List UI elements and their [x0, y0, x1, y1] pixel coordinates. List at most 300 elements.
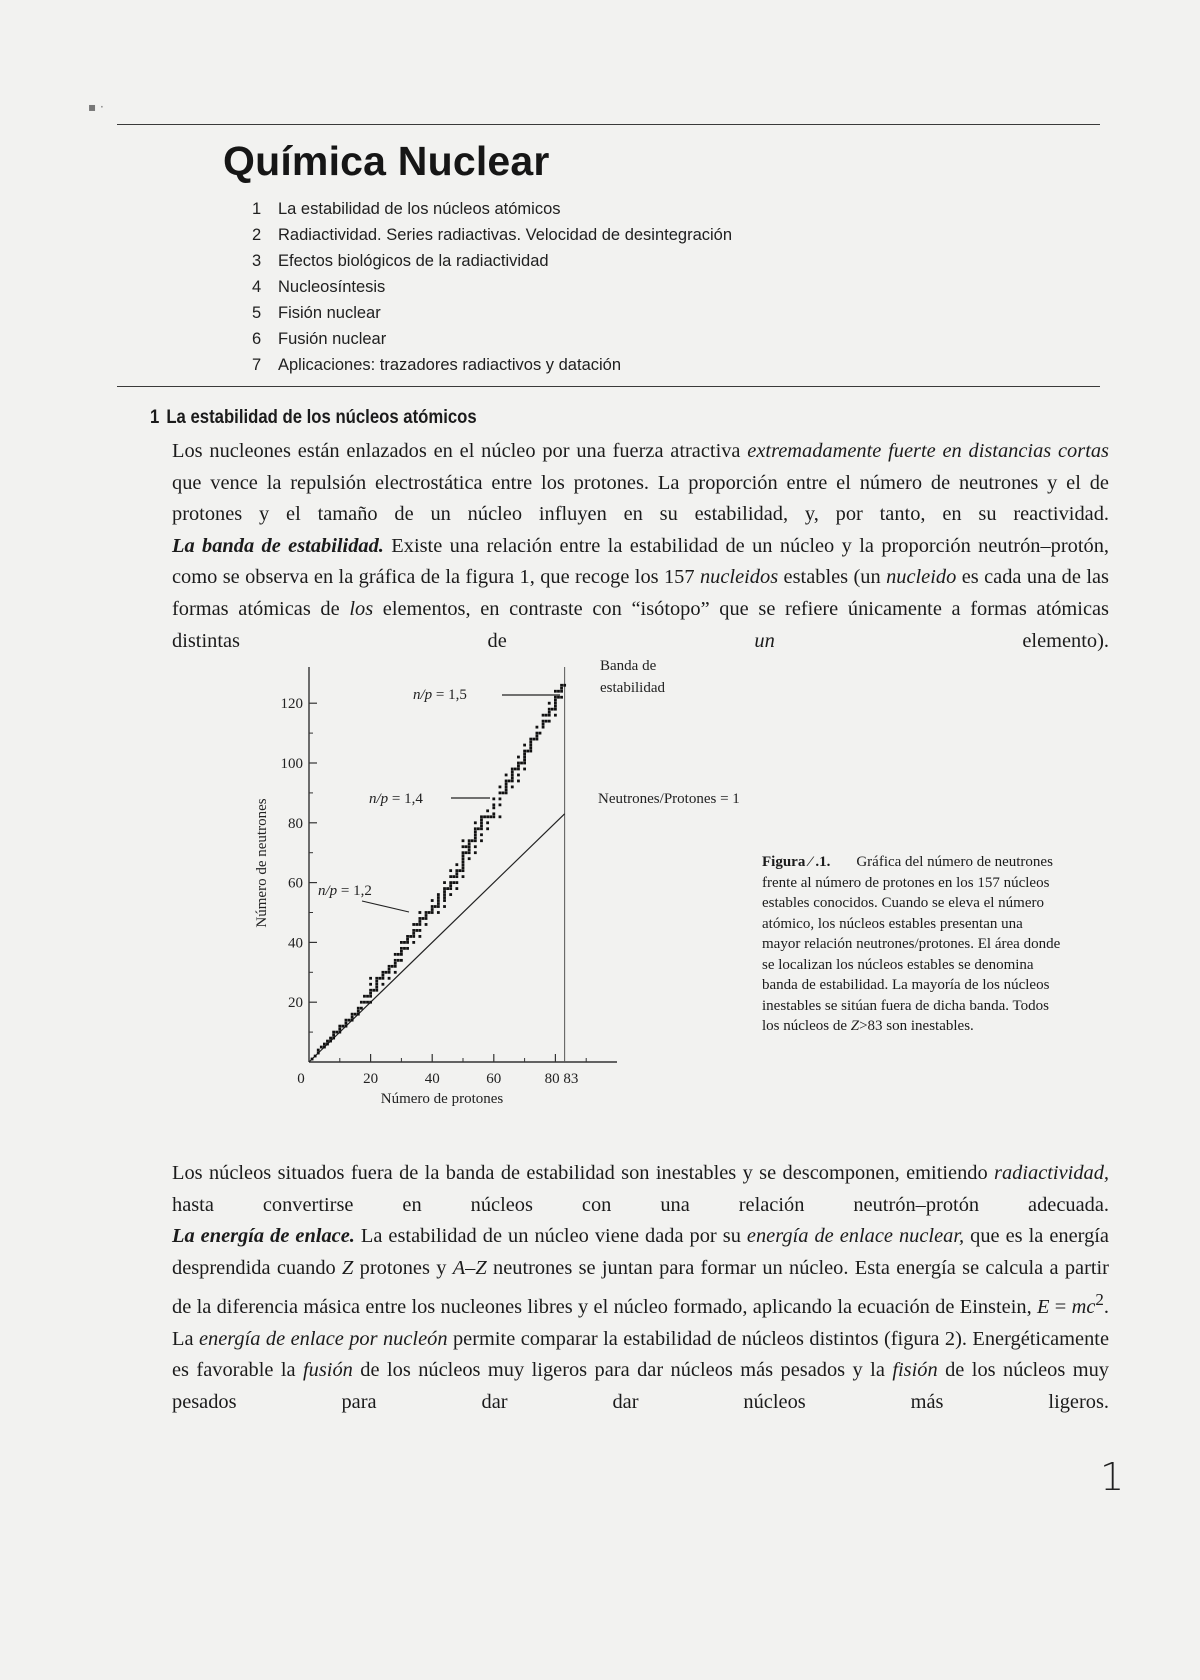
toc-item-number: 7 — [252, 356, 262, 374]
figure-caption: Figura ⁄ .1. Gráfica del número de neutrones frente al número de protones en los 157 núcleos estables conocidos. Cuando se eleva el número atómico, los núcleos estables presentan una mayor relación neutrones/protones. El área donde se localizan los núcleos estables se denomina banda de estabilidad. La mayoría de los núcleos inestables se sitúan fuera de dicha banda. Todos los núcleos de Z>83 son inestables. — [762, 854, 1061, 1034]
section-title: La estabilidad de los núcleos atómicos — [166, 407, 477, 428]
emphasis-text: nucleido — [886, 566, 957, 589]
stable-nucleus-point — [536, 735, 539, 738]
stable-nucleus-point — [499, 797, 502, 800]
stable-nucleus-point — [375, 989, 378, 992]
stable-nucleus-point — [329, 1037, 332, 1040]
stable-nucleus-point — [406, 947, 409, 950]
stable-nucleus-point — [418, 911, 421, 914]
stable-nucleus-point — [480, 821, 483, 824]
stable-nucleus-point — [492, 797, 495, 800]
toc-item-number: 6 — [252, 330, 262, 348]
stable-nucleus-point — [517, 780, 520, 783]
stable-nucleus-point — [317, 1049, 320, 1052]
stable-nucleus-point — [388, 968, 391, 971]
stable-nucleus-point — [489, 815, 492, 818]
stable-nucleus-point — [474, 833, 477, 836]
stable-nucleus-point — [326, 1040, 329, 1043]
stable-nucleus-point — [437, 905, 440, 908]
stable-nucleus-point — [323, 1043, 326, 1046]
stable-nucleus-point — [412, 935, 415, 938]
stable-nucleus-point — [474, 851, 477, 854]
toc-item-label: Efectos biológicos de la radiactividad — [278, 252, 549, 270]
stable-nucleus-point — [338, 1031, 341, 1034]
stable-nucleus-point — [332, 1031, 335, 1034]
emphasis-text: fusión — [303, 1359, 353, 1382]
stable-nucleus-point — [449, 881, 452, 884]
toc-item-label: Fisión nuclear — [278, 304, 381, 322]
stable-nucleus-point — [499, 803, 502, 806]
stable-nucleus-point — [529, 747, 532, 750]
stable-nucleus-point — [394, 965, 397, 968]
y-tick-label: 100 — [280, 756, 303, 772]
x-tick-label: 60 — [486, 1071, 502, 1087]
stable-nucleus-point — [520, 762, 523, 765]
stable-nucleus-point — [474, 827, 477, 830]
band-label-line2: estabilidad — [600, 680, 665, 696]
stable-nucleus-point — [363, 1001, 366, 1004]
stable-nucleus-point — [468, 851, 471, 854]
stable-nucleus-point — [388, 965, 391, 968]
stable-nucleus-point — [499, 786, 502, 789]
stable-nucleus-point — [545, 720, 548, 723]
stable-nucleus-point — [523, 753, 526, 756]
stable-nucleus-point — [406, 935, 409, 938]
chart-ticks — [254, 696, 586, 1107]
stable-nucleus-point — [468, 839, 471, 842]
stable-nucleus-point — [532, 738, 535, 741]
stable-nucleus-point — [382, 974, 385, 977]
stable-nucleus-point — [369, 995, 372, 998]
toc-item-label: La estabilidad de los núcleos atómicos — [278, 200, 561, 218]
stable-nucleus-point — [443, 881, 446, 884]
stable-nucleus-point — [338, 1025, 341, 1028]
stable-nucleus-point — [437, 911, 440, 914]
stable-nucleus-point — [554, 708, 557, 711]
stable-nucleus-point — [317, 1052, 320, 1055]
stable-nucleus-point — [474, 839, 477, 842]
stable-nucleus-point — [517, 774, 520, 777]
body-text-bottom — [172, 1158, 1109, 1419]
stable-nucleus-point — [523, 768, 526, 771]
stable-nucleus-point — [474, 845, 477, 848]
stable-nucleus-point — [523, 756, 526, 759]
stable-nucleus-point — [455, 881, 458, 884]
chart-points — [311, 684, 566, 1061]
stable-nucleus-point — [554, 690, 557, 693]
stable-nucleus-point — [422, 917, 425, 920]
stable-nucleus-point — [369, 1001, 372, 1004]
stable-nucleus-point — [477, 827, 480, 830]
stable-nucleus-point — [425, 917, 428, 920]
stable-nucleus-point — [505, 783, 508, 786]
stable-nucleus-point — [511, 768, 514, 771]
stable-nucleus-point — [523, 762, 526, 765]
stable-nucleus-point — [332, 1034, 335, 1037]
stable-nucleus-point — [360, 1007, 363, 1010]
stable-nucleus-point — [505, 789, 508, 792]
emphasis-text: energía de enlace por nucleón — [198, 1327, 448, 1350]
stable-nucleus-point — [462, 839, 465, 842]
stable-nucleus-point — [554, 696, 557, 699]
stable-nucleus-point — [455, 887, 458, 890]
stable-nucleus-point — [492, 812, 495, 815]
toc-item-label: Radiactividad. Series radiactivas. Velocidad de desintegración — [278, 226, 733, 244]
stable-nucleus-point — [351, 1019, 354, 1022]
stable-nucleus-point — [400, 947, 403, 950]
stable-nucleus-point — [529, 750, 532, 753]
stable-nucleus-point — [474, 836, 477, 839]
stable-nucleus-point — [388, 977, 391, 980]
stable-nucleus-point — [425, 923, 428, 926]
stable-nucleus-point — [446, 887, 449, 890]
stable-nucleus-point — [462, 854, 465, 857]
stable-nucleus-point — [462, 863, 465, 866]
stable-nucleus-point — [462, 869, 465, 872]
scan-speck: ▪ · — [88, 100, 104, 114]
stable-nucleus-point — [412, 929, 415, 932]
stable-nucleus-point — [378, 977, 381, 980]
ratio-label-value: = 1,2 — [337, 883, 372, 899]
stable-nucleus-point — [548, 708, 551, 711]
stable-nucleus-point — [434, 905, 437, 908]
x-tick-label: 20 — [363, 1071, 379, 1087]
stable-nucleus-point — [369, 989, 372, 992]
stable-nucleus-point — [332, 1037, 335, 1040]
stable-nucleus-point — [394, 971, 397, 974]
stable-nucleus-point — [375, 983, 378, 986]
stable-nucleus-point — [326, 1043, 329, 1046]
stable-nucleus-point — [403, 947, 406, 950]
stable-nucleus-point — [449, 869, 452, 872]
stable-nucleus-point — [508, 780, 511, 783]
stable-nucleus-point — [394, 953, 397, 956]
paragraph-forces: Los nucleones están enlazados en el núcleo por una fuerza atractiva extremadamente fuerte en distancias cortas que vence la repulsión electrostática entre los protones. La proporción entre el número de neutrones y el de protones y el tamaño de un núcleo influyen en su estabilidad, y, por tanto, en su reactividad. — [172, 440, 1109, 526]
page-number: 1 — [1100, 1455, 1125, 1499]
stable-nucleus-point — [548, 711, 551, 714]
paragraph-stability-band: La banda de estabilidad. Existe una relación entre la estabilidad de un núcleo y la proporción neutrón–protón, como se observa en la gráfica de la figura 1, que recoge los 157 nucleidos estables (un nucleido es cada una de las formas atómicas de los elementos, en contraste con “isótopo” que se refiere únicamente a formas atómicas distintas de un elemento). — [172, 534, 1110, 652]
stable-nucleus-point — [369, 983, 372, 986]
stable-nucleus-point — [366, 1001, 369, 1004]
stable-nucleus-point — [563, 684, 566, 687]
emphasis-text: extremadamente fuerte en distancias cortas — [747, 440, 1109, 462]
stable-nucleus-point — [437, 896, 440, 899]
stable-nucleus-point — [357, 1010, 360, 1013]
stable-nucleus-point — [345, 1019, 348, 1022]
stable-nucleus-point — [462, 860, 465, 863]
caption-label: Figura ⁄ .1. — [762, 854, 831, 870]
stable-nucleus-point — [471, 839, 474, 842]
stable-nucleus-point — [369, 977, 372, 980]
toc-item-label: Nucleosíntesis — [278, 278, 386, 296]
stable-nucleus-point — [551, 708, 554, 711]
stable-nucleus-point — [323, 1046, 326, 1049]
stable-nucleus-point — [311, 1058, 314, 1061]
stable-nucleus-point — [462, 875, 465, 878]
stable-nucleus-point — [397, 959, 400, 962]
stable-nucleus-point — [542, 720, 545, 723]
stable-nucleus-point — [357, 1007, 360, 1010]
stable-nucleus-point — [403, 941, 406, 944]
stable-nucleus-point — [511, 786, 514, 789]
page-title: Química Nuclear — [223, 138, 550, 184]
y-tick-label: 40 — [288, 935, 303, 952]
stable-nucleus-point — [554, 699, 557, 702]
x-axis-title: Número de protones — [380, 1091, 504, 1107]
stable-nucleus-point — [341, 1025, 344, 1028]
stable-nucleus-point — [462, 851, 465, 854]
y-axis-title: Número de neutrones — [254, 798, 270, 928]
ratio-label-1-5 — [413, 687, 467, 703]
stable-nucleus-point — [542, 714, 545, 717]
y-tick-label: 60 — [288, 875, 303, 892]
stable-nucleus-point — [480, 818, 483, 821]
stable-nucleus-point — [455, 875, 458, 878]
stable-nucleus-point — [483, 815, 486, 818]
stable-nucleus-point — [418, 920, 421, 923]
stable-nucleus-point — [499, 792, 502, 795]
stable-nucleus-point — [505, 792, 508, 795]
ratio-label-var: n/p — [318, 883, 338, 899]
y-tick-label: 80 — [288, 815, 303, 832]
stable-nucleus-point — [517, 765, 520, 768]
stable-nucleus-point — [418, 935, 421, 938]
stable-nucleus-point — [529, 738, 532, 741]
ratio-label-1-2 — [318, 883, 372, 899]
stable-nucleus-point — [409, 935, 412, 938]
emphasis-text: nucleidos — [699, 566, 779, 589]
stable-nucleus-point — [428, 911, 431, 914]
stable-nucleus-point — [486, 809, 489, 812]
stable-nucleus-point — [443, 896, 446, 899]
stable-nucleus-point — [400, 941, 403, 944]
stable-nucleus-point — [455, 872, 458, 875]
stable-nucleus-point — [400, 953, 403, 956]
stable-nucleus-point — [554, 714, 557, 717]
stable-nucleus-point — [431, 908, 434, 911]
paragraph-binding-energy: La energía de enlace. La estabilidad de un núcleo viene dada por su energía de enlace nuclear, que es la energía desprendida cuando Z protones y A–Z neutrones se juntan para formar un núcleo. Esta energía se calcula a partir de la diferencia másica entre los nucleones libres y el núcleo formado, aplicando la ecuación de Einstein, $E = mc^2$. La energía de enlace por nucleón permite comparar la estabilidad de núcleos distintos (figura 2). Energéticamente es favorable la fusión de los núcleos muy ligeros para dar núcleos más pesados y la fisión de los núcleos muy pesados para dar dar núcleos más ligeros. — [172, 1225, 1110, 1413]
stable-nucleus-point — [548, 702, 551, 705]
stable-nucleus-point — [511, 771, 514, 774]
stable-nucleus-point — [394, 959, 397, 962]
stable-nucleus-point — [536, 726, 539, 729]
stable-nucleus-point — [480, 827, 483, 830]
ratio-leader-1-2 — [362, 901, 409, 912]
stable-nucleus-point — [431, 905, 434, 908]
ratio-one-label: Neutrones/Protones = 1 — [598, 791, 740, 807]
stable-nucleus-point — [462, 857, 465, 860]
stable-nucleus-point — [560, 690, 563, 693]
y-tick-label: 20 — [288, 995, 303, 1012]
stable-nucleus-point — [388, 971, 391, 974]
stable-nucleus-point — [468, 842, 471, 845]
stable-nucleus-point — [545, 714, 548, 717]
stable-nucleus-point — [452, 875, 455, 878]
ratio-label-1-4 — [369, 791, 423, 807]
emphasis-text: fisión — [892, 1359, 938, 1382]
stable-nucleus-point — [511, 780, 514, 783]
stable-nucleus-point — [372, 989, 375, 992]
stable-nucleus-point — [560, 696, 563, 699]
stable-nucleus-point — [449, 887, 452, 890]
section-number: 1 — [150, 407, 160, 428]
stable-nucleus-point — [437, 893, 440, 896]
stable-nucleus-point — [443, 905, 446, 908]
stable-nucleus-point — [431, 911, 434, 914]
stable-nucleus-point — [452, 881, 455, 884]
stable-nucleus-point — [514, 768, 517, 771]
stable-nucleus-point — [385, 971, 388, 974]
stable-nucleus-point — [345, 1022, 348, 1025]
stable-nucleus-point — [425, 911, 428, 914]
stable-nucleus-point — [468, 845, 471, 848]
toc-item-number: 5 — [252, 304, 262, 322]
stable-nucleus-point — [412, 941, 415, 944]
stable-nucleus-point — [523, 750, 526, 753]
stable-nucleus-point — [412, 932, 415, 935]
toc-item-number: 1 — [252, 200, 262, 218]
stable-nucleus-point — [523, 759, 526, 762]
stable-nucleus-point — [338, 1028, 341, 1031]
stable-nucleus-point — [375, 977, 378, 980]
stable-nucleus-point — [511, 774, 514, 777]
toc-item-number: 4 — [252, 278, 262, 296]
x-tick-label: 40 — [424, 1071, 440, 1087]
stable-nucleus-point — [431, 899, 434, 902]
stable-nucleus-point — [443, 893, 446, 896]
stable-nucleus-point — [425, 914, 428, 917]
stable-nucleus-point — [382, 971, 385, 974]
ratio-label-var: n/p — [369, 791, 389, 807]
stable-nucleus-point — [517, 762, 520, 765]
stable-nucleus-point — [523, 744, 526, 747]
band-label-line1: Banda de — [600, 658, 657, 674]
stable-nucleus-point — [468, 857, 471, 860]
stable-nucleus-point — [354, 1013, 357, 1016]
emphasis-text: los — [349, 597, 374, 620]
stable-nucleus-point — [462, 845, 465, 848]
stable-nucleus-point — [418, 917, 421, 920]
stable-nucleus-point — [474, 830, 477, 833]
ratio-label-value: = 1,4 — [388, 791, 423, 807]
stable-nucleus-point — [480, 839, 483, 842]
stable-nucleus-point — [449, 893, 452, 896]
stable-nucleus-point — [517, 756, 520, 759]
stable-nucleus-point — [486, 821, 489, 824]
emphasis-text: energía de enlace nuclear, — [746, 1225, 965, 1248]
emphasis-text: radiactividad, — [994, 1162, 1109, 1184]
stable-nucleus-point — [366, 995, 369, 998]
stable-nucleus-point — [348, 1019, 351, 1022]
stable-nucleus-point — [492, 815, 495, 818]
stable-nucleus-point — [557, 696, 560, 699]
stable-nucleus-point — [375, 986, 378, 989]
stable-nucleus-point — [548, 720, 551, 723]
stable-nucleus-point — [351, 1013, 354, 1016]
stable-nucleus-point — [529, 741, 532, 744]
stable-nucleus-point — [517, 768, 520, 771]
stable-nucleus-point — [511, 777, 514, 780]
stable-nucleus-point — [468, 848, 471, 851]
paragraph-unstable: Los núcleos situados fuera de la banda de estabilidad son inestables y se descomponen, emitiendo radiactividad, hasta convertirse en núcleos con una relación neutrón–protón adecuada. — [172, 1162, 1109, 1216]
chart-annotations — [318, 658, 740, 912]
stable-nucleus-point — [557, 690, 560, 693]
stable-nucleus-point — [455, 869, 458, 872]
stable-nucleus-point — [492, 803, 495, 806]
ratio-label-var: n/p — [413, 687, 433, 703]
toc-item-label: Fusión nuclear — [278, 330, 387, 348]
stable-nucleus-point — [465, 851, 468, 854]
stable-nucleus-point — [400, 950, 403, 953]
stable-nucleus-point — [415, 929, 418, 932]
stable-nucleus-point — [505, 774, 508, 777]
y-tick-label: 120 — [280, 696, 303, 713]
ratio-label-value: = 1,5 — [432, 687, 467, 703]
stable-nucleus-point — [391, 965, 394, 968]
stable-nucleus-point — [443, 887, 446, 890]
stable-nucleus-point — [455, 863, 458, 866]
stable-nucleus-point — [529, 744, 532, 747]
stable-nucleus-point — [492, 806, 495, 809]
stable-nucleus-point — [394, 962, 397, 965]
paragraph-lead: La energía de enlace. — [172, 1225, 355, 1248]
stable-nucleus-point — [548, 714, 551, 717]
stable-nucleus-point — [480, 824, 483, 827]
x-tick-label: 0 — [297, 1071, 305, 1087]
stable-nucleus-point — [539, 732, 542, 735]
stable-nucleus-point — [449, 884, 452, 887]
toc-item-number: 2 — [252, 226, 262, 244]
stable-nucleus-point — [443, 899, 446, 902]
stable-nucleus-point — [554, 705, 557, 708]
stable-nucleus-point — [502, 792, 505, 795]
stable-nucleus-point — [363, 995, 366, 998]
stable-nucleus-point — [345, 1025, 348, 1028]
stable-nucleus-point — [459, 869, 462, 872]
stable-nucleus-point — [465, 845, 468, 848]
stable-nucleus-point — [536, 738, 539, 741]
x-tick-label: 80 83 — [544, 1071, 579, 1087]
stable-nucleus-point — [375, 980, 378, 983]
stable-nucleus-point — [542, 723, 545, 726]
stable-nucleus-point — [335, 1031, 338, 1034]
paragraph-lead: La banda de estabilidad. — [172, 534, 384, 557]
stable-nucleus-point — [554, 702, 557, 705]
stable-nucleus-point — [505, 780, 508, 783]
toc-item-label: Aplicaciones: trazadores radiactivos y datación — [278, 356, 622, 374]
stable-nucleus-point — [536, 732, 539, 735]
stable-nucleus-point — [474, 821, 477, 824]
stable-nucleus-point — [480, 815, 483, 818]
stable-nucleus-point — [406, 938, 409, 941]
stable-nucleus-point — [449, 875, 452, 878]
stable-nucleus-point — [314, 1055, 317, 1058]
stable-nucleus-point — [351, 1016, 354, 1019]
stable-nucleus-point — [415, 923, 418, 926]
stable-nucleus-point — [329, 1040, 332, 1043]
stable-nucleus-point — [443, 890, 446, 893]
stable-nucleus-point — [382, 983, 385, 986]
stable-nucleus-point — [480, 833, 483, 836]
stable-nucleus-point — [437, 902, 440, 905]
stable-nucleus-point — [526, 750, 529, 753]
emphasis-text: un — [754, 629, 775, 652]
stable-nucleus-point — [418, 923, 421, 926]
stable-nucleus-point — [486, 827, 489, 830]
stable-nucleus-point — [397, 953, 400, 956]
stable-nucleus-point — [357, 1013, 360, 1016]
stable-nucleus-point — [320, 1046, 323, 1049]
